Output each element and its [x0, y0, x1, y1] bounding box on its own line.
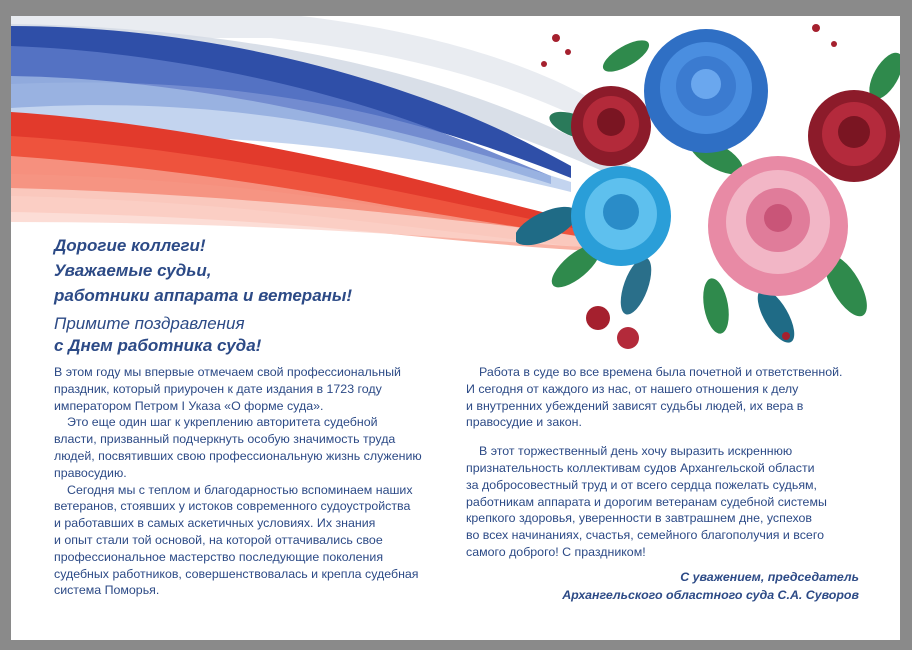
paragraph-2	[466, 443, 842, 561]
text-line: В этом году мы впервые отмечаем свой профессиональный	[54, 365, 401, 379]
rose-bouquet-illustration	[516, 16, 900, 366]
text-line: правосудию.	[54, 465, 127, 480]
greeting-line-3: работники аппарата и ветераны!	[54, 286, 353, 305]
text-line: крепкого здоровья, уверенности в завтрашнем дне, успехов	[466, 511, 812, 526]
text-line: людей, посвятивших свою профессиональную жизнь служению	[54, 448, 422, 463]
text-line: Сегодня мы с теплом и благодарностью вспоминаем наших	[67, 482, 413, 497]
text-line: власти, призванный подчеркнуть особую значимость труда	[54, 432, 396, 447]
text-line: праздник, который приурочен к дате издания в 1723 году	[54, 381, 382, 396]
text-line: работникам аппарата и дорогим ветеранам судебной системы	[466, 494, 827, 509]
paragraph-1	[466, 364, 842, 431]
text-line: и опыт стали той основой, на которой оттачивались свое	[54, 532, 383, 547]
congratulation-line-1: Примите поздравления	[54, 314, 245, 333]
congratulation-line-2: с Днем работника суда!	[54, 336, 262, 355]
text-line: система Поморья.	[54, 583, 160, 598]
text-line: признательность коллективам судов Архангельской области	[466, 460, 815, 475]
text-line: за добросовестный труд и от всего сердца пожелать судьям,	[466, 477, 817, 492]
signature-line-2: Архангельского областного суда С.А. Суворов	[562, 588, 859, 602]
greeting-line-2: Уважаемые судьи,	[54, 261, 212, 280]
greeting-heading	[54, 233, 352, 308]
text-line: правосудие и закон.	[466, 415, 582, 430]
left-text-column	[54, 364, 422, 599]
text-line: и внутренних убеждений зависят судьбы людей, их вера в	[466, 398, 804, 413]
text-line: И сегодня от каждого из нас, от нашего отношения к делу	[466, 381, 799, 396]
right-text-column	[466, 364, 842, 561]
greeting-card	[11, 16, 900, 640]
text-line: Работа в суде во все времена была почетной и ответственной.	[479, 365, 843, 379]
signature-line-1: С уважением, председатель	[680, 570, 859, 584]
congratulation-heading	[54, 313, 261, 357]
text-line: императором Петром I Указа «О форме суда».	[54, 398, 324, 413]
text-line: В этот торжественный день хочу выразить искреннюю	[479, 444, 793, 459]
signature	[562, 568, 859, 604]
text-line: и работавших в самых аскетичных условиях. Их знания	[54, 516, 376, 531]
text-line: профессиональное мастерство последующие поколения	[54, 549, 384, 564]
text-line: самого доброго! С праздником!	[466, 544, 646, 559]
greeting-line-1: Дорогие коллеги!	[54, 236, 206, 255]
text-line: судебных работников, совершенствовалась и крепла судебная	[54, 566, 419, 581]
text-line: ветеранов, стоявших у истоков современного судоустройства	[54, 499, 411, 514]
text-line: во всех начинаниях, счастья, семейного благополучия и всего	[466, 528, 824, 543]
text-line: Это еще один шаг к укреплению авторитета судебной	[67, 415, 378, 430]
